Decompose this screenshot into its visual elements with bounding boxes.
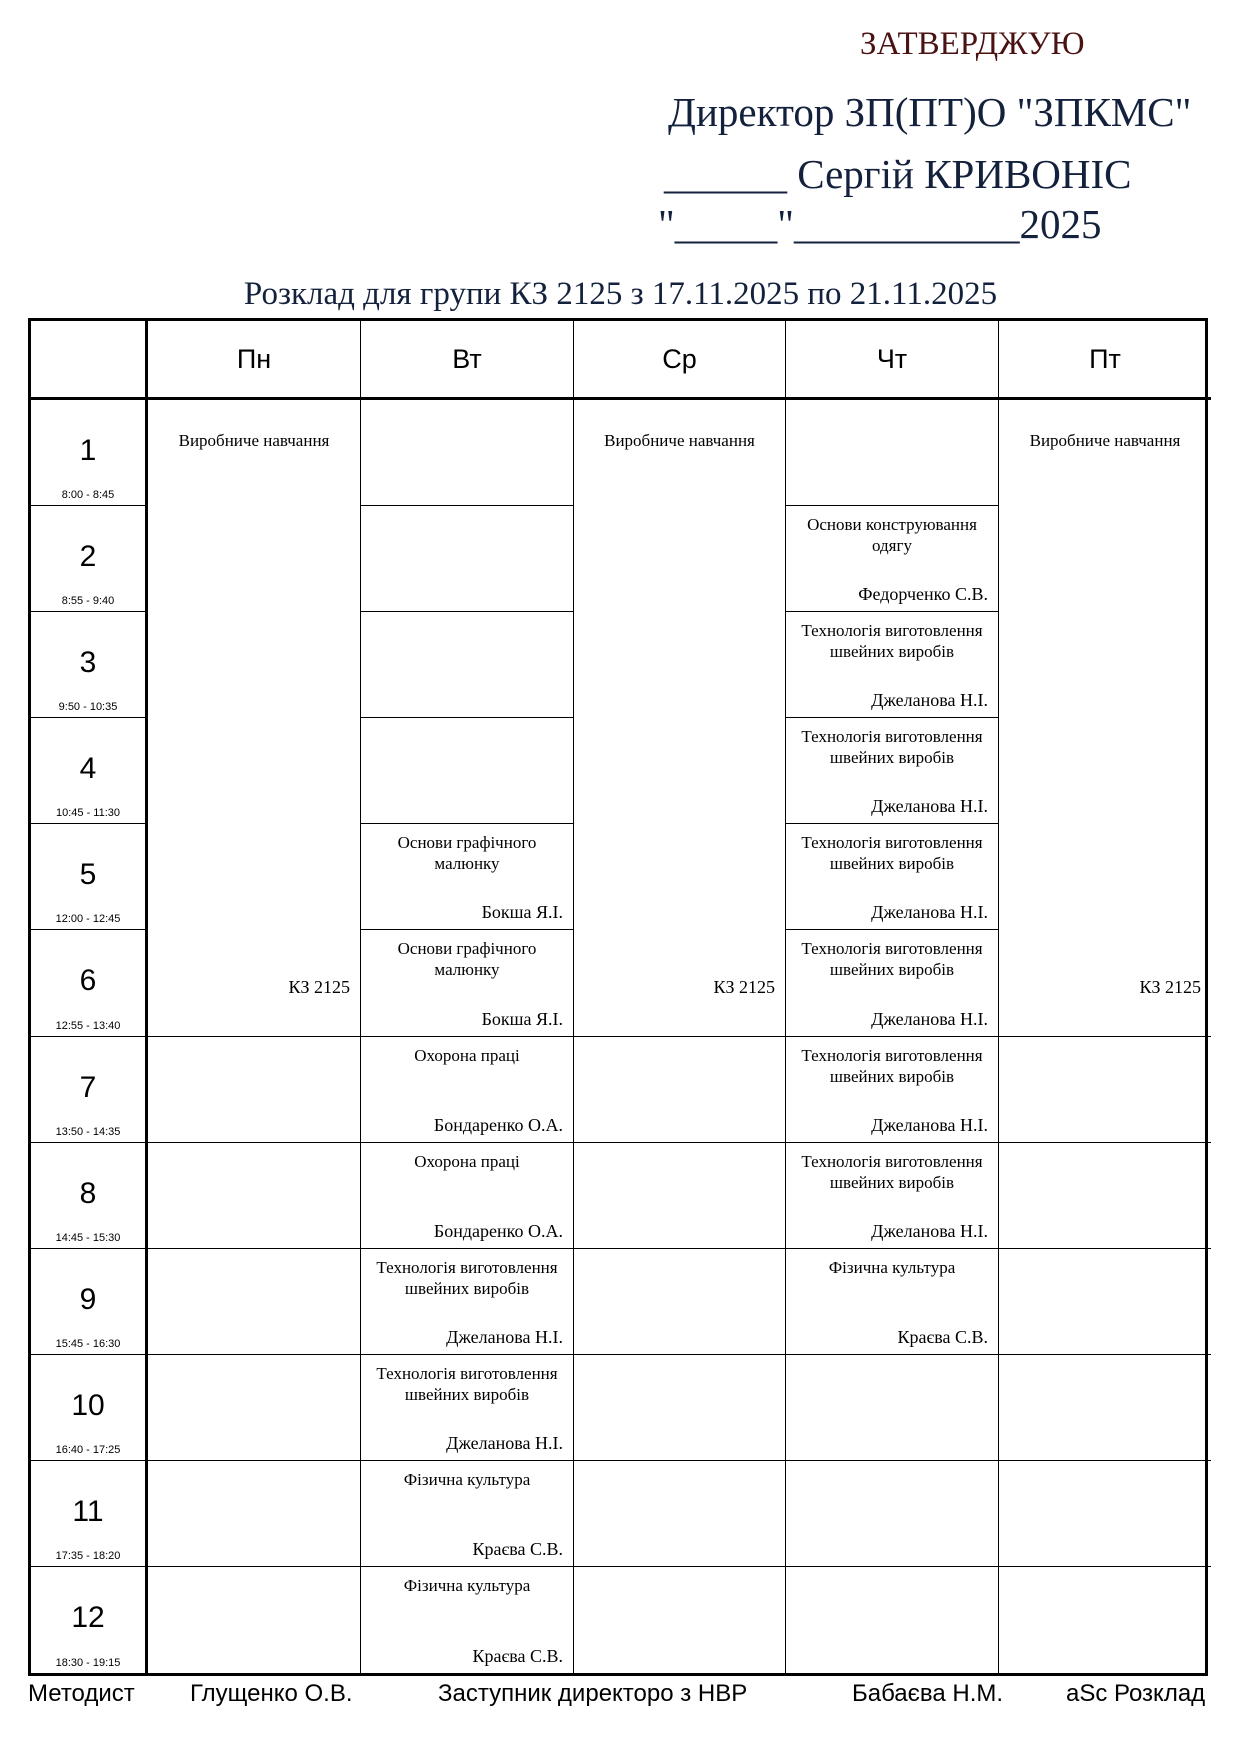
footer-software: aSc Розклад — [1066, 1680, 1206, 1707]
day-header-fri: Пт — [999, 321, 1211, 400]
lesson-subject: Технологія виготовлення швейних виробів — [801, 727, 983, 768]
signature-line: ______ Сергій КРИВОНІС — [664, 151, 1132, 197]
lesson-cell-mon — [148, 1461, 361, 1567]
lesson-teacher: Джеланова Н.І. — [871, 796, 988, 817]
page-title: Розклад для групи КЗ 2125 з 17.11.2025 по 21.11.2025 — [243, 276, 998, 312]
period-cell — [31, 506, 148, 612]
lesson-cell-tue — [361, 930, 574, 1036]
lesson-teacher: Джеланова Н.І. — [446, 1432, 563, 1453]
lesson-cell-wed — [574, 1355, 786, 1461]
lesson-teacher: Бокша Я.І. — [481, 1008, 563, 1029]
lesson-subject: Технологія виготовлення швейних виробів — [376, 1257, 558, 1298]
period-number: 1 — [79, 434, 97, 467]
lesson-cell-mon — [148, 1249, 361, 1355]
period-number: 10 — [71, 1388, 105, 1422]
footer-deputy-name: Бабаєва Н.М. — [852, 1680, 1004, 1707]
lesson-subject: Технологія виготовлення швейних виробів — [801, 1151, 983, 1192]
period-time: 9:50 - 10:35 — [58, 701, 118, 714]
period-number: 11 — [72, 1494, 104, 1528]
period-cell — [31, 718, 148, 824]
lesson-cell-tue — [361, 824, 574, 930]
lesson-subject: Охорона праці — [414, 1151, 520, 1171]
lesson-cell-fri — [999, 1249, 1211, 1355]
approve-label: ЗАТВЕРДЖУЮ — [860, 26, 1085, 62]
lesson-teacher: Джеланова Н.І. — [871, 1114, 988, 1135]
director-title: Директор ЗП(ПТ)О "ЗПКМС" — [668, 89, 1192, 135]
period-number: 2 — [79, 540, 97, 574]
lesson-cell-mon — [148, 1037, 361, 1143]
lesson-cell-wed — [574, 1143, 786, 1249]
lesson-subject: Фізична культура — [828, 1257, 956, 1277]
lesson-cell-tue — [361, 506, 574, 612]
period-time: 8:55 - 9:40 — [61, 595, 115, 608]
day-header-thu: Чт — [786, 321, 999, 400]
lesson-teacher: Бокша Я.І. — [481, 902, 563, 923]
lesson-cell-thu — [786, 400, 999, 506]
lesson-cell-tue — [361, 718, 574, 824]
period-cell — [31, 824, 148, 930]
lesson-cell-thu — [786, 718, 999, 824]
period-number: 3 — [79, 646, 97, 680]
block-subject: Виробниче навчання — [1029, 431, 1181, 450]
period-cell — [31, 1461, 148, 1567]
lesson-cell-tue — [361, 612, 574, 718]
day-header-tue: Вт — [361, 321, 574, 400]
lesson-cell-thu — [786, 930, 999, 1036]
block-subject: Виробниче навчання — [604, 431, 755, 450]
period-cell — [31, 1567, 148, 1673]
lesson-cell-thu — [786, 1037, 999, 1143]
footer-methodist-name: Глущенко О.В. — [190, 1680, 353, 1707]
period-cell — [31, 1355, 148, 1461]
lesson-subject: Технологія виготовлення швейних виробів — [801, 1045, 983, 1086]
lesson-cell-tue — [361, 1567, 574, 1673]
lesson-cell-mon — [148, 1143, 361, 1249]
lesson-teacher: Джеланова Н.І. — [446, 1326, 563, 1347]
schedule-table — [28, 318, 1208, 1676]
lesson-teacher: Джеланова Н.І. — [871, 1220, 988, 1241]
period-cell — [31, 1249, 148, 1355]
lesson-subject: Технологія виготовлення швейних виробів — [801, 621, 983, 662]
corner-cell — [31, 321, 148, 400]
footer-methodist-label: Методист — [28, 1680, 135, 1707]
lesson-cell-tue — [361, 400, 574, 506]
lesson-teacher: Бондаренко О.А. — [433, 1220, 563, 1241]
block-group: КЗ 2125 — [713, 976, 775, 997]
lesson-subject: Основи конструювання одягу — [807, 515, 977, 556]
period-time: 12:55 - 13:40 — [55, 1019, 121, 1032]
period-number: 8 — [79, 1176, 97, 1210]
lesson-cell-mon — [148, 1567, 361, 1673]
lesson-cell-thu — [786, 1143, 999, 1249]
lesson-cell-fri — [999, 1143, 1211, 1249]
block-group: КЗ 2125 — [1139, 976, 1201, 997]
lesson-teacher: Джеланова Н.І. — [871, 902, 988, 923]
lesson-subject: Фізична культура — [403, 1575, 531, 1595]
period-cell — [31, 1143, 148, 1249]
period-time: 15:45 - 16:30 — [55, 1337, 121, 1350]
day-header-mon: Пн — [148, 321, 361, 400]
lesson-teacher: Бондаренко О.А. — [433, 1114, 563, 1135]
lesson-cell-thu — [786, 1249, 999, 1355]
block-group: КЗ 2125 — [288, 976, 350, 997]
period-time: 14:45 - 15:30 — [55, 1231, 121, 1244]
lesson-block-mon — [148, 400, 361, 1037]
lesson-teacher: Джеланова Н.І. — [871, 1008, 988, 1029]
lesson-cell-tue — [361, 1461, 574, 1567]
period-cell — [31, 930, 148, 1036]
lesson-teacher: Краєва С.В. — [472, 1646, 563, 1666]
lesson-cell-tue — [361, 1143, 574, 1249]
day-header-wed: Ср — [574, 321, 786, 400]
period-number: 5 — [79, 858, 97, 892]
lesson-cell-thu — [786, 1461, 999, 1567]
lesson-subject: Технологія виготовлення швейних виробів — [376, 1363, 558, 1404]
period-cell — [31, 400, 148, 506]
lesson-cell-fri — [999, 1355, 1211, 1461]
lesson-cell-thu — [786, 506, 999, 612]
lesson-cell-thu — [786, 1567, 999, 1673]
period-time: 13:50 - 14:35 — [55, 1125, 121, 1138]
period-time: 12:00 - 12:45 — [55, 913, 121, 926]
lesson-cell-mon — [148, 1355, 361, 1461]
period-cell — [31, 1037, 148, 1143]
lesson-cell-fri — [999, 1461, 1211, 1567]
lesson-cell-tue — [361, 1249, 574, 1355]
lesson-cell-wed — [574, 1249, 786, 1355]
lesson-cell-wed — [574, 1567, 786, 1673]
lesson-block-fri — [999, 400, 1211, 1037]
lesson-subject: Основи графічного малюнку — [397, 939, 537, 980]
lesson-subject: Фізична культура — [403, 1469, 531, 1489]
period-number: 7 — [79, 1070, 97, 1104]
lesson-subject: Технологія виготовлення швейних виробів — [801, 939, 983, 980]
lesson-teacher: Краєва С.В. — [472, 1538, 563, 1559]
date-line: "_____"___________2025 — [658, 201, 1102, 247]
lesson-cell-wed — [574, 1037, 786, 1143]
period-time: 17:35 - 18:20 — [55, 1549, 121, 1562]
period-number: 12 — [71, 1600, 105, 1634]
block-subject: Виробниче навчання — [178, 431, 330, 450]
lesson-cell-wed — [574, 1461, 786, 1567]
period-cell — [31, 612, 148, 718]
lesson-cell-tue — [361, 1037, 574, 1143]
lesson-teacher: Краєва С.В. — [897, 1326, 988, 1347]
lesson-teacher: Федорченко С.В. — [858, 584, 988, 605]
period-number: 4 — [79, 752, 97, 786]
lesson-cell-thu — [786, 612, 999, 718]
lesson-cell-fri — [999, 1567, 1211, 1673]
lesson-cell-thu — [786, 824, 999, 930]
lesson-subject: Основи графічного малюнку — [397, 833, 537, 874]
period-time: 18:30 - 19:15 — [55, 1657, 121, 1669]
lesson-cell-thu — [786, 1355, 999, 1461]
period-time: 8:00 - 8:45 — [61, 489, 115, 502]
period-time: 10:45 - 11:30 — [55, 807, 120, 820]
period-time: 16:40 - 17:25 — [55, 1443, 121, 1456]
lesson-block-wed — [574, 400, 786, 1037]
lesson-cell-tue — [361, 1355, 574, 1461]
lesson-subject: Охорона праці — [414, 1045, 520, 1065]
lesson-cell-fri — [999, 1037, 1211, 1143]
period-number: 6 — [79, 964, 97, 998]
period-number: 9 — [79, 1282, 97, 1316]
lesson-subject: Технологія виготовлення швейних виробів — [801, 833, 983, 874]
footer-deputy-label: Заступник директоро з НВР — [438, 1680, 748, 1707]
lesson-teacher: Джеланова Н.І. — [871, 690, 988, 711]
